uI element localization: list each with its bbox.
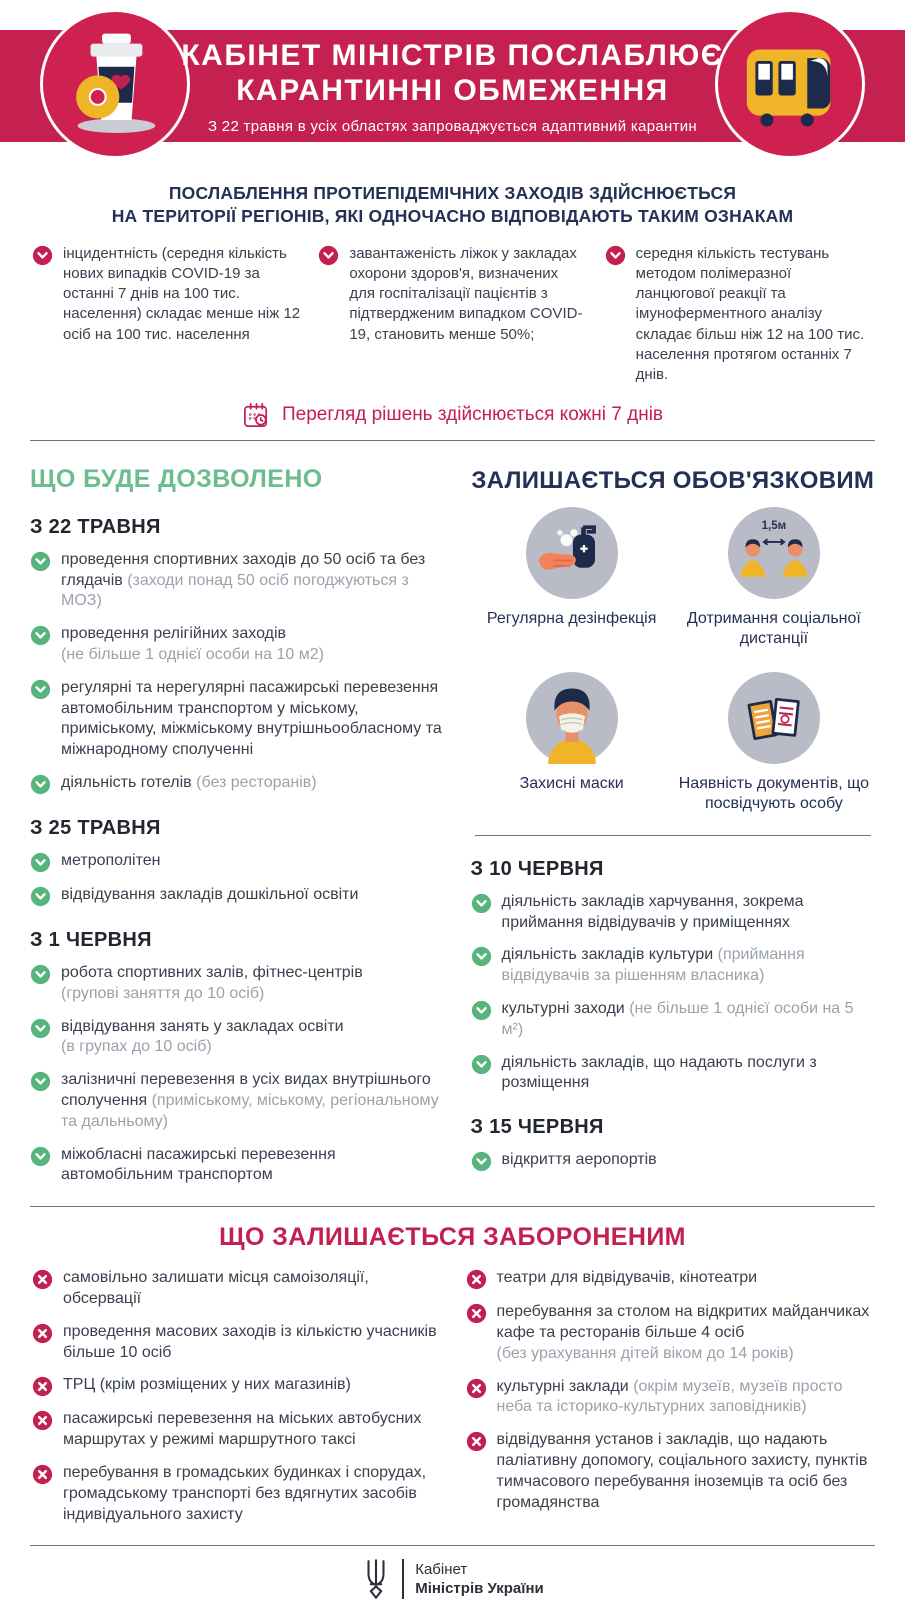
list-item-text: відвідування установ і закладів, що надають паліативну допомогу, соціального захисту, пунктів тимчасового перебування іноземців та осіб без громадянства (496, 1431, 868, 1511)
date-heading: З 25 ТРАВНЯ (30, 817, 161, 840)
list-item-text: відвідування занять у закладах освіти (в групах до 10 осіб) (61, 1017, 344, 1056)
list-item (32, 1409, 440, 1451)
list-item-text: театри для відвідувачів, кінотеатри (496, 1269, 758, 1287)
list-item-text: відкриття аеропортів (501, 1151, 657, 1169)
list-item (32, 1463, 440, 1525)
list-item (466, 1302, 874, 1364)
list-item-text: завантаженість ліжок у закладах охорони здоров'я, визначених для госпіталізації пацієнтів з підтвердженим випадком COVID-19, становить менше 50%; (349, 245, 583, 343)
list-item (471, 892, 875, 934)
check-icon (471, 946, 492, 967)
date-group (30, 516, 443, 795)
mandatory-item-distance (674, 507, 874, 650)
check-icon (30, 886, 51, 907)
list-item (30, 1070, 443, 1132)
list-item-text: регулярні та нерегулярні пасажирські перевезення автомобільним транспортом у міському, приміському, міжміському внутрішньообласному та міжнародному сполученні (61, 678, 442, 759)
mandatory-item-label: Наявність документів, що посвідчують особу (678, 774, 869, 813)
list-item-note: (приміському, міському, регіональному та дальньому) (61, 1092, 439, 1130)
list-item-text: діяльність закладів культури (приймання відвідувачів за рішенням власника) (501, 946, 805, 985)
list-item-text: ТРЦ (крім розміщених у них магазинів) (63, 1376, 351, 1394)
criteria-heading: ПОСЛАБЛЕННЯ ПРОТИЕПІДЕМІЧНИХ ЗАХОДІВ ЗДІЙСНЮЄТЬСЯ НА ТЕРИТОРІЇ РЕГІОНІВ, ЯКІ ОДНОЧАСНО ВІДПОВІДАЮТЬ ТАКИМ ОЗНАКАМ (111, 183, 794, 227)
list-item-text: метрополітен (61, 852, 161, 870)
check-icon (32, 245, 53, 266)
divider-middle (30, 1206, 875, 1207)
list-item (466, 1430, 874, 1513)
divider-bottom (30, 1545, 875, 1546)
criteria-column (605, 244, 873, 397)
list-item (466, 1377, 874, 1419)
mandatory-item-label: Дотримання соціальної дистанції (686, 609, 861, 648)
mandatory-title: ЗАЛИШАЄТЬСЯ ОБОВ'ЯЗКОВИМ (471, 466, 875, 494)
date-group-list (30, 550, 443, 795)
date-group-list (471, 892, 875, 1094)
list-item-text: самовільно залишати місця самоізоляції, обсервації (63, 1269, 369, 1307)
hand-sanitizer-icon (526, 507, 618, 599)
list-item-text: середня кількість тестувань методом полімеразної ланцюгової реакції та імуноферментного аналізу складає більш ніж 12 на 100 тис. населення протягом останніх 7 днів. (635, 245, 865, 383)
id-documents-icon (728, 672, 820, 764)
page-title-line1: КАБІНЕТ МІНІСТРІВ ПОСЛАБЛЮЄ (181, 39, 724, 72)
list-item (30, 1145, 443, 1187)
list-item-text: перебування в громадських будинках і спорудах, громадському транспорті без вдягнутих засобів індивідуального захисту (63, 1463, 427, 1523)
date-group-list (30, 963, 443, 1186)
date-heading: З 15 ЧЕРВНЯ (470, 1116, 604, 1139)
criteria-list (0, 236, 905, 397)
date-group (471, 1116, 875, 1172)
list-item (471, 945, 875, 987)
list-item-text: перебування за столом на відкритих майданчиках кафе та ресторанів більше 4 осіб (без урахування дітей віком до 14 років) (496, 1303, 870, 1362)
list-item (318, 244, 586, 344)
review-note-text: Перегляд рішень здійснюється кожні 7 днів (281, 404, 664, 426)
list-item-text: робота спортивних залів, фітнес-центрів (групові заняття до 10 осіб) (61, 964, 363, 1002)
cross-icon (32, 1376, 53, 1397)
list-item-note: (приймання відвідувачів за рішенням власника) (501, 946, 805, 985)
check-icon (30, 964, 51, 985)
list-item-text: відвідування закладів дошкільної освіти (61, 886, 359, 904)
mandatory-icons-grid (471, 507, 875, 815)
mandatory-item-documents (674, 672, 874, 815)
list-item-text: діяльність закладів, що надають послуги з розміщення (501, 1053, 817, 1092)
list-item (471, 1150, 875, 1172)
check-icon (30, 774, 51, 795)
check-icon (30, 551, 51, 572)
list-item-text: проведення релігійних заходів (не більше 1 однієї особи на 10 м2) (61, 625, 324, 664)
list-item-text: інцидентність (середня кількість нових випадків COVID-19 за останні 7 днів на 100 тис. населення) складає менше ніж 12 осіб на 100 тис. населення (63, 245, 301, 343)
date-group-list (471, 1150, 875, 1172)
criteria-column (32, 244, 300, 397)
date-heading: З 10 ЧЕРВНЯ (470, 857, 604, 880)
june-groups (471, 858, 875, 1172)
list-item (466, 1268, 874, 1290)
list-item (32, 1268, 440, 1310)
footer-text: Кабінет Міністрів України (415, 1560, 544, 1598)
criteria-column (318, 244, 586, 397)
prohibited-section (0, 1223, 905, 1537)
list-item (32, 1375, 440, 1397)
footer-divider-bar (402, 1559, 404, 1599)
date-group (30, 817, 443, 907)
list-item (30, 678, 443, 761)
cross-icon (466, 1303, 487, 1324)
check-icon (471, 893, 492, 914)
list-item-text: проведення спортивних заходів до 50 осіб та без глядачів (заходи понад 50 осіб погоджуються з МОЗ) (61, 550, 426, 610)
check-icon (471, 1000, 492, 1021)
prohibited-title: ЩО ЗАЛИШАЄТЬСЯ ЗАБОРОНЕНИМ (219, 1223, 686, 1252)
check-icon (30, 679, 51, 700)
date-group (471, 858, 875, 1094)
list-item (32, 1322, 440, 1364)
footer (0, 1558, 905, 1600)
check-icon (30, 852, 51, 873)
check-icon (471, 1054, 492, 1075)
allowed-groups (30, 516, 443, 1186)
page-title-line2: КАРАНТИННІ ОБМЕЖЕННЯ (236, 74, 669, 108)
list-item (471, 1053, 875, 1095)
list-item (30, 1017, 443, 1059)
date-heading: З 1 ЧЕРВНЯ (30, 929, 152, 952)
list-item (30, 885, 443, 907)
list-item-note: (в групах до 10 осіб) (61, 1038, 212, 1056)
list-item-note: (не більше 1 однієї особи на 5 м²) (501, 999, 854, 1038)
mandatory-item-label: Захисні маски (519, 774, 624, 792)
list-item (32, 244, 300, 344)
allowed-title: ЩО БУДЕ ДОЗВОЛЕНО (30, 464, 323, 493)
divider-mandatory (475, 835, 871, 836)
list-item-text: культурні заходи (не більше 1 однієї особи на 5 м²) (501, 999, 854, 1038)
prohibited-right-list (466, 1268, 874, 1537)
check-icon (30, 1071, 51, 1092)
face-mask-icon (526, 672, 618, 764)
list-item (605, 244, 873, 385)
list-item-text: діяльність закладів харчування, зокрема приймання відвідувачів у приміщеннях (501, 892, 804, 931)
mandatory-item-label: Регулярна дезінфекція (486, 609, 657, 627)
cross-icon (32, 1410, 53, 1431)
list-item-text: проведення масових заходів із кількістю учасників більше 10 осіб (63, 1322, 437, 1361)
mandatory-item-masks (520, 672, 624, 815)
list-item (30, 624, 443, 666)
review-note (0, 401, 905, 430)
list-item (30, 963, 443, 1005)
list-item (30, 851, 443, 873)
date-group-list (30, 851, 443, 907)
check-icon (318, 245, 339, 266)
list-item-text: пасажирські перевезення на міських автобусних маршрутах у режимі маршрутного таксі (63, 1410, 422, 1449)
cross-icon (32, 1464, 53, 1485)
cross-icon (466, 1431, 487, 1452)
list-item-note: (без урахування дітей віком до 14 років) (496, 1344, 794, 1362)
list-item-note: (групові заняття до 10 осіб) (61, 984, 265, 1002)
list-item (30, 773, 443, 795)
check-icon (605, 245, 626, 266)
list-item-note: (окрім музеїв, музеїв просто неба та історико-культурних заповідників) (496, 1377, 843, 1416)
prohibited-left-list (32, 1268, 440, 1537)
cross-icon (466, 1378, 487, 1399)
list-item-note: (без ресторанів) (196, 774, 317, 792)
list-item (471, 999, 875, 1041)
list-item-text: культурні заклади (окрім музеїв, музеїв просто неба та історико-культурних заповідників) (496, 1377, 843, 1416)
distance-label: 1,5м (761, 519, 787, 532)
check-icon (30, 1018, 51, 1039)
date-heading: З 22 ТРАВНЯ (30, 515, 161, 538)
divider-top (30, 440, 875, 441)
list-item-text: міжобласні пасажирські перевезення автомобільним транспортом (61, 1145, 336, 1184)
calendar-clock-icon (242, 401, 271, 430)
date-group (30, 929, 443, 1186)
mandatory-item-disinfection (487, 507, 656, 650)
list-item-text: діяльність готелів (без ресторанів) (61, 774, 317, 792)
social-distance-icon (728, 507, 820, 599)
list-item-text: залізничні перевезення в усіх видах внутрішнього сполучення (приміському, міському, регіональному та дальньому) (61, 1071, 439, 1130)
allowed-section (30, 449, 443, 1198)
list-item (30, 550, 443, 612)
check-icon (471, 1151, 492, 1172)
check-icon (30, 1146, 51, 1167)
check-icon (30, 625, 51, 646)
cross-icon (32, 1323, 53, 1344)
list-item-note: (не більше 1 однієї особи на 10 м2) (61, 646, 324, 664)
mandatory-section (471, 449, 875, 1184)
header (0, 0, 905, 170)
tryzub-emblem-icon (361, 1558, 391, 1600)
list-item-note: (заходи понад 50 осіб погоджуються з МОЗ) (61, 571, 409, 610)
page-subtitle: З 22 травня в усіх областях запроваджується адаптивний карантин (207, 117, 698, 135)
